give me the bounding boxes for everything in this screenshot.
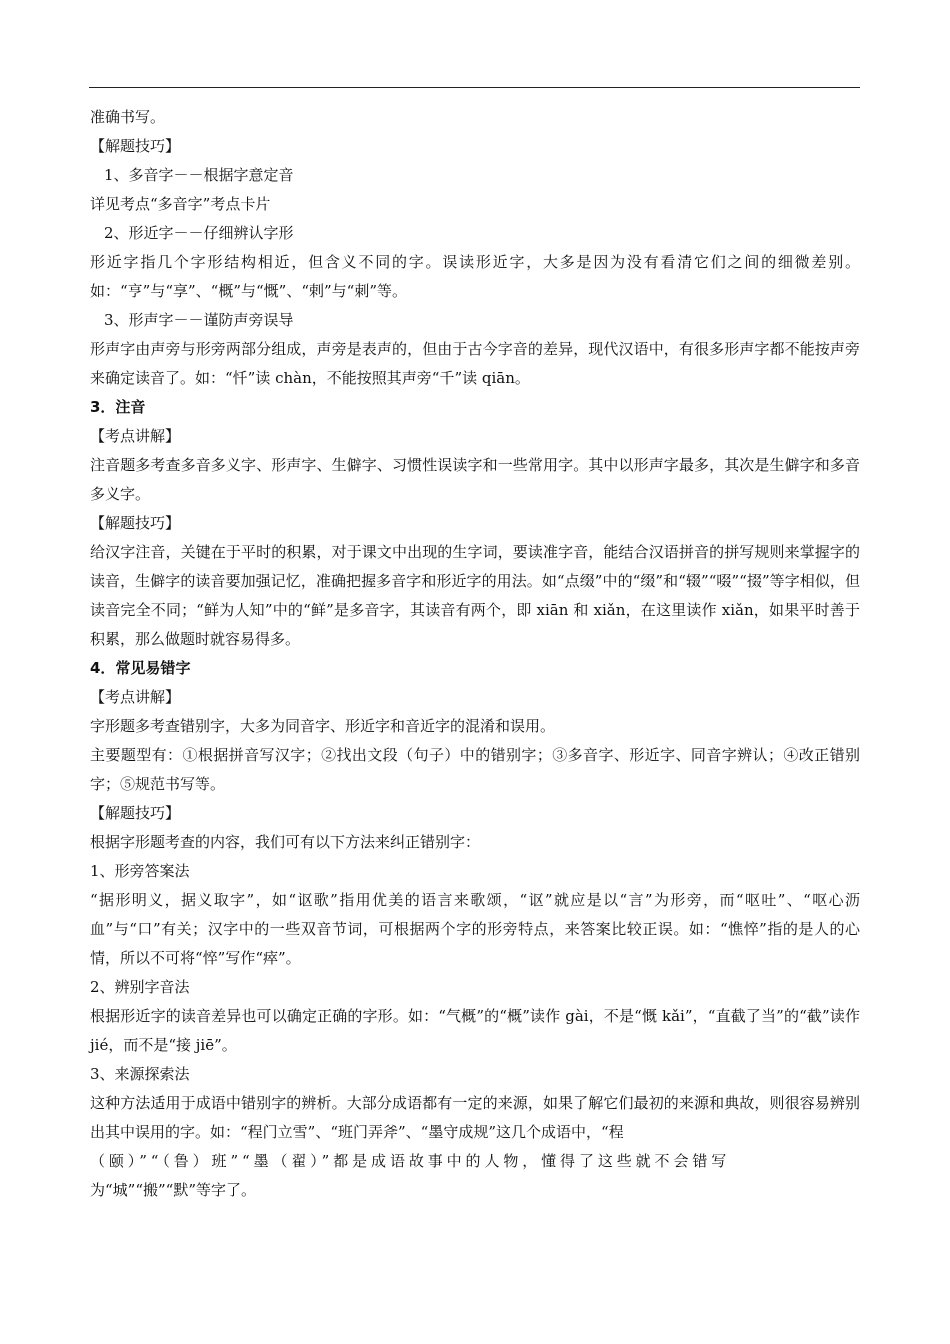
subheading: 1、形旁答案法 (90, 862, 190, 880)
subheading: 2、辨别字音法 (90, 978, 190, 996)
document-body (90, 103, 860, 1205)
paragraph: 为“城”“搬”“默”等字了。 (90, 1181, 257, 1199)
subheading: 2、形近字－－仔细辨认字形 (104, 224, 294, 242)
paragraph-spaced-line: （颐）”“（鲁）班”“墨（翟）”都是成语故事中的人物，懂得了这些就不会错写 (90, 1152, 731, 1170)
header-rule (89, 87, 860, 88)
section-label: 【解题技巧】 (90, 137, 181, 155)
paragraph: “据形明义，据义取字”，如“讴歌”指用优美的语言来歌颂，“讴”就应是以“言”为形旁，而“呕吐”、“呕心沥血”与“口”有关；汉字中的一些双音节词，可根据两个字的形旁特点，来答案比较正误。如：“憔悴”指的是人的心情，所以不可将“悴”写作“瘁”。 (90, 891, 860, 967)
paragraph: 给汉字注音，关键在于平时的积累，对于课文中出现的生字词，要读准字音，能结合汉语拼音的拼写规则来掌握字的读音，生僻字的读音要加强记忆，准确把握多音字和形近字的用法。如“点缀”中的“缀”和“辍”“啜”“掇”等字相似，但读音完全不同；“鲜为人知”中的“鲜”是多音字，其读音有两个，即 xiān 和 xiǎn，在这里读作 xiǎn，如果平时善于积累，那么做题时就容易得多。 (90, 543, 860, 648)
paragraph: 字形题多考查错别字，大多为同音字、形近字和音近字的混淆和误用。 (90, 717, 556, 735)
section-label: 【解题技巧】 (90, 804, 181, 822)
paragraph: 准确书写。 (90, 108, 166, 126)
section-label: 【考点讲解】 (90, 688, 181, 706)
paragraph: 根据形近字的读音差异也可以确定正确的字形。如：“气概”的“概”读作 gài，不是“慨 kǎi”，“直截了当”的“截”读作 jié，而不是“接 jiē”。 (90, 1007, 860, 1054)
paragraph: 形声字由声旁与形旁两部分组成，声旁是表声的，但由于古今字音的差异，现代汉语中，有很多形声字都不能按声旁来确定读音了。如：“忏”读 chàn，不能按照其声旁“千”读 qiān。 (90, 340, 860, 387)
paragraph: 这种方法适用于成语中错别字的辨析。大部分成语都有一定的来源，如果了解它们最初的来源和典故，则很容易辨别出其中误用的字。如：“程门立雪”、“班门弄斧”、“墨守成规”这几个成语中，“程 (90, 1094, 860, 1141)
section-label: 【解题技巧】 (90, 514, 181, 532)
section-heading: 4．常见易错字 (90, 659, 191, 677)
section-label: 【考点讲解】 (90, 427, 181, 445)
paragraph: 根据字形题考查的内容，我们可有以下方法来纠正错别字： (90, 833, 481, 851)
subheading: 3、形声字－－谨防声旁误导 (104, 311, 294, 329)
paragraph: 注音题多考查多音多义字、形声字、生僻字、习惯性误读字和一些常用字。其中以形声字最多，其次是生僻字和多音多义字。 (90, 456, 860, 503)
paragraph: 主要题型有：①根据拼音写汉字；②找出文段（句子）中的错别字；③多音字、形近字、同音字辨认；④改正错别字；⑤规范书写等。 (90, 746, 860, 793)
section-heading: 3．注音 (90, 398, 146, 416)
paragraph: 详见考点“多音字”考点卡片 (90, 195, 271, 213)
subheading: 3、来源探索法 (90, 1065, 190, 1083)
subheading: 1、多音字－－根据字意定音 (104, 166, 294, 184)
paragraph: 形近字指几个字形结构相近，但含义不同的字。误读形近字，大多是因为没有看清它们之间的细微差别。如：“亨”与“享”、“概”与“慨”、“剌”与“刺”等。 (90, 253, 860, 300)
